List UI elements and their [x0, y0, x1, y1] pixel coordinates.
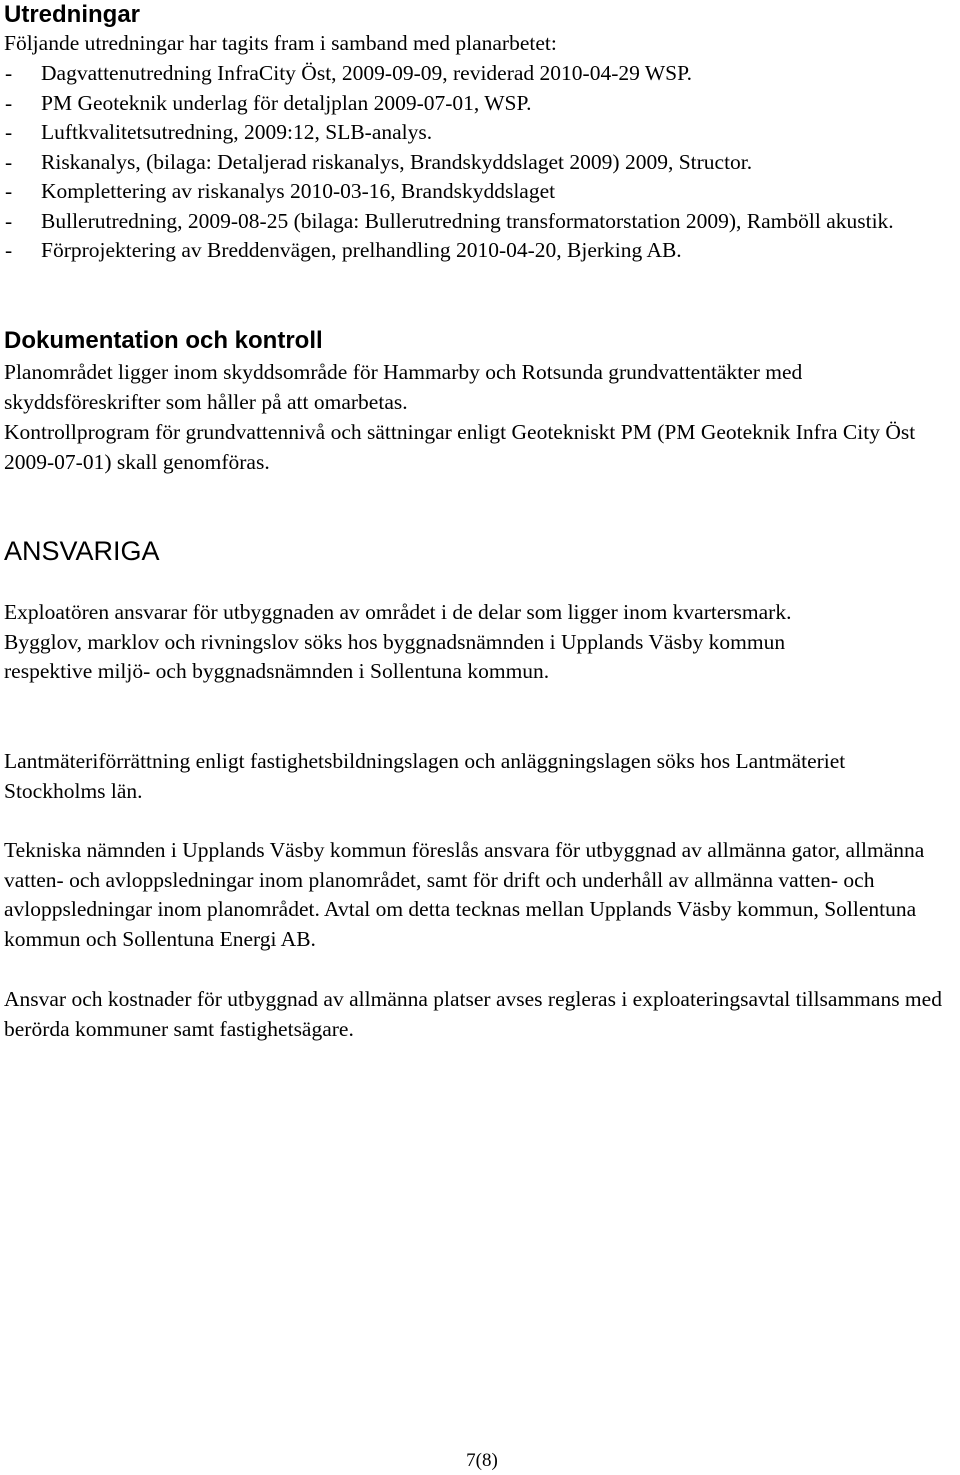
dash-bullet: - — [5, 61, 13, 85]
list-item-text: Dagvattenutredning InfraCity Öst, 2009-09-09, reviderad 2010-04-29 WSP. — [41, 61, 693, 85]
list-item-text: Riskanalys, (bilaga: Detaljerad riskanalys, Brandskyddslaget 2009) 2009, Structor. — [41, 149, 753, 174]
page-number-text: 7(8) — [466, 1450, 498, 1471]
ansvariga-paragraph: Lantmäteriförrättning enligt fastighetsbildningslagen och anläggningslagen söks hos Lantmäteriet Stockholms län. — [4, 749, 846, 803]
section-heading-utredningar: Utredningar — [4, 1, 141, 28]
dash-bullet: - — [5, 208, 13, 233]
list-item — [4, 177, 959, 207]
utredningar-intro: Följande utredningar har tagits fram i samband med planarbetet: — [4, 31, 557, 55]
dash-bullet: - — [5, 120, 13, 144]
ansvariga-paragraph: Ansvar och kostnader för utbyggnad av allmänna platser avses regleras i exploateringsavtal tillsammans med berörda kommuner samt fastighetsägare. — [4, 987, 942, 1041]
list-item — [4, 236, 959, 266]
list-item — [4, 59, 959, 89]
ansvariga-paragraph: Tekniska nämnden i Upplands Väsby kommun föreslås ansvara för utbyggnad av allmänna gator, allmänna vatten- och avloppsledningar inom planområdet, samt för drift och underhåll av allmänna vatten- och avloppsledningar inom planområdet. Avtal om detta tecknas mellan Upplands Väsby kommun, Sollentuna kommun och Sollentuna Energi AB. — [4, 838, 925, 951]
dash-bullet: - — [5, 179, 13, 203]
dash-bullet: - — [5, 90, 13, 115]
dokumentation-paragraph: Planområdet ligger inom skyddsområde för Hammarby och Rotsunda grundvattentäkter med skyddsföreskrifter som håller på att omarbetas. — [4, 360, 803, 414]
list-item — [4, 207, 921, 237]
dash-bullet: - — [5, 149, 13, 174]
list-item-text: Luftkvalitetsutredning, 2009:12, SLB-analys. — [41, 120, 433, 144]
list-item-text: Förprojektering av Breddenvägen, prelhandling 2010-04-20, Bjerking AB. — [41, 238, 682, 262]
list-item-text: Komplettering av riskanalys 2010-03-16, Brandskyddslaget — [41, 179, 556, 203]
section-heading-ansvariga: ANSVARIGA — [4, 536, 160, 566]
list-item — [4, 89, 959, 119]
dokumentation-paragraph: Kontrollprogram för grundvattennivå och sättningar enligt Geotekniskt PM (PM Geoteknik Infra City Öst 2009-07-01) skall genomföras. — [4, 420, 916, 474]
list-item — [4, 148, 959, 178]
section-heading-dokumentation: Dokumentation och kontroll — [4, 327, 323, 354]
page-number — [0, 1449, 960, 1473]
ansvariga-paragraph: Exploatören ansvarar för utbyggnaden av området i de delar som ligger inom kvartersmark. Bygglov, marklov och rivningslov söks hos byggnadsnämnden i Upplands Väsby kommun respektive miljö- och byggnadsnämnden i Sollentuna kommun. — [4, 600, 792, 683]
utredningar-list — [4, 59, 959, 266]
list-item-text: Bullerutredning, 2009-08-25 (bilaga: Bullerutredning transformatorstation 2009), Ramböll akustik. — [41, 208, 894, 233]
dash-bullet: - — [5, 238, 13, 262]
list-item-text: PM Geoteknik underlag för detaljplan 2009-07-01, WSP. — [41, 90, 532, 115]
list-item — [4, 118, 959, 148]
